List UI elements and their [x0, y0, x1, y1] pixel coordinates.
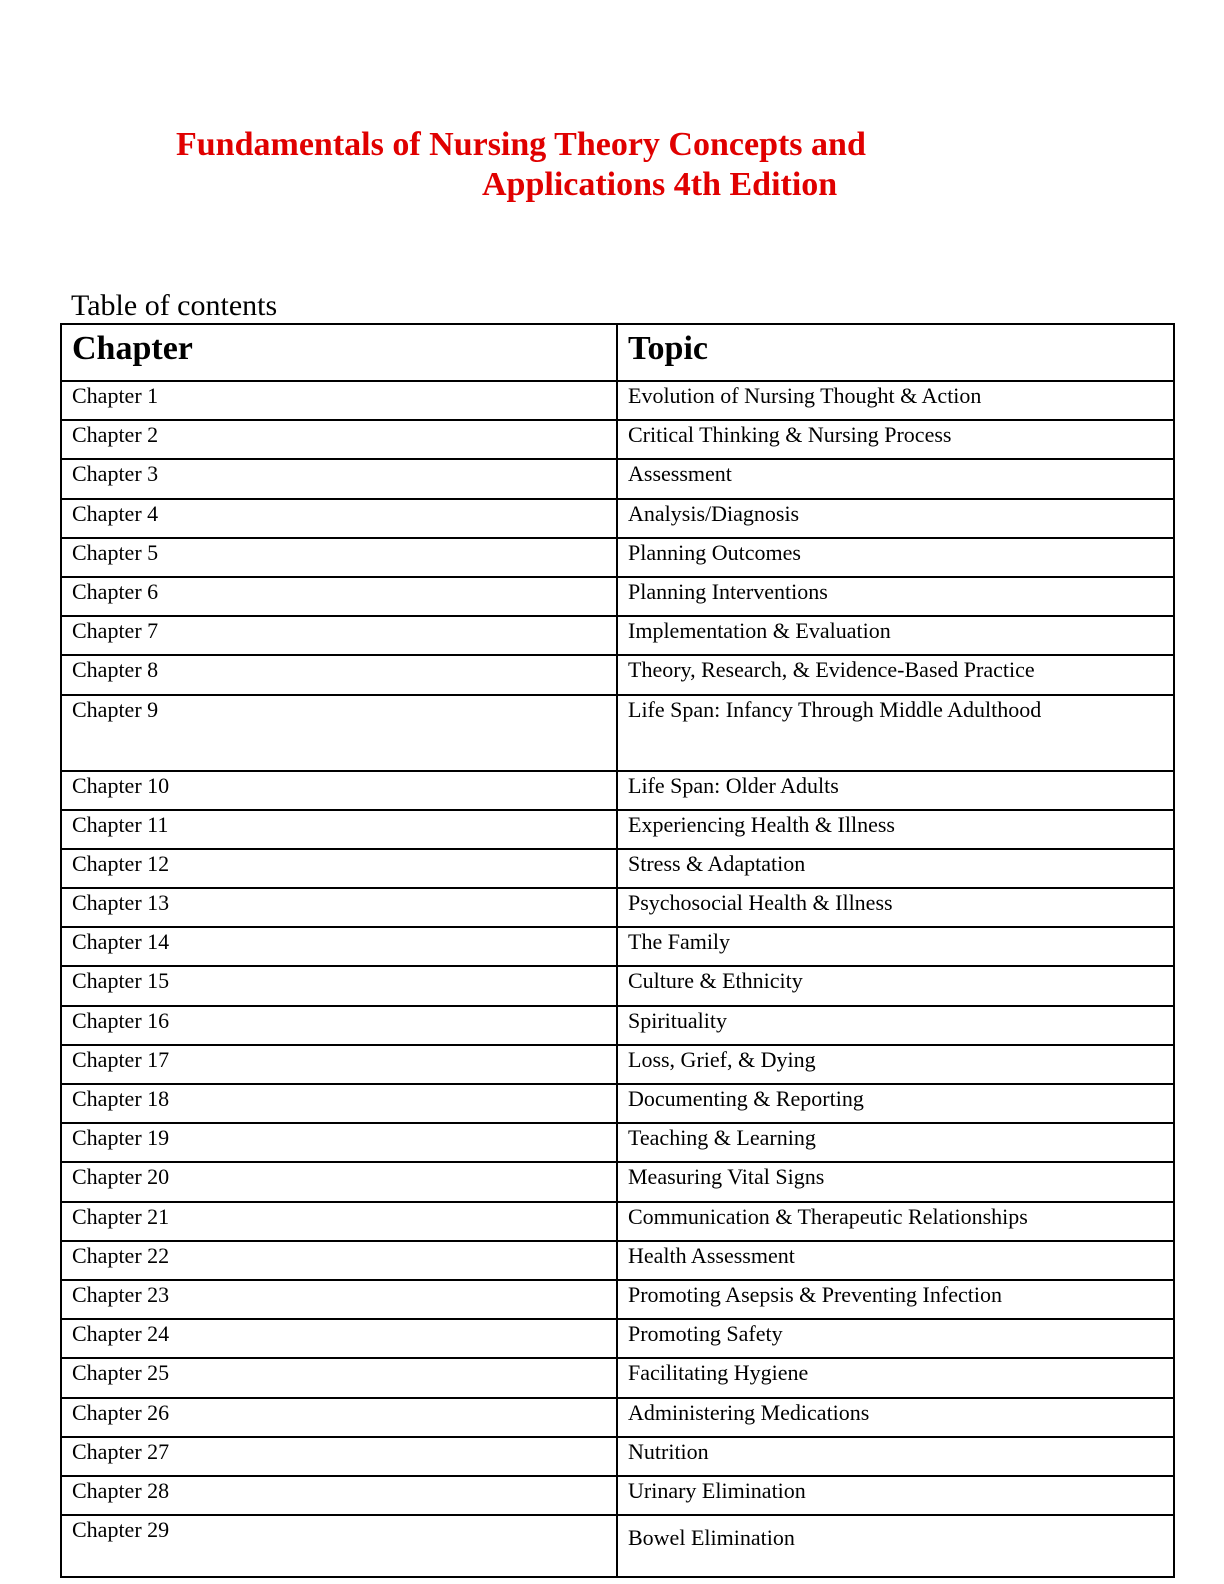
topic-cell — [617, 1476, 1174, 1515]
topic-text: Health Assessment — [628, 1242, 795, 1268]
topic-text: Nutrition — [628, 1438, 709, 1464]
topic-cell — [617, 1123, 1174, 1162]
chapter-cell: Chapter 22 — [61, 1241, 617, 1280]
chapter-cell: Chapter 24 — [61, 1319, 617, 1358]
topic-text: Culture & Ethnicity — [628, 968, 803, 994]
chapter-cell: Chapter 29 — [61, 1515, 617, 1577]
chapter-cell: Chapter 20 — [61, 1162, 617, 1201]
table-row — [61, 577, 1174, 616]
topic-text: Planning Interventions — [628, 578, 828, 604]
topic-cell — [617, 1241, 1174, 1280]
topic-column-header: Topic — [617, 324, 1174, 381]
chapter-cell: Chapter 3 — [61, 459, 617, 498]
table-row — [61, 655, 1174, 694]
topic-text: Life Span: Infancy Through Middle Adulthood — [628, 696, 1042, 722]
chapter-column-header: Chapter — [61, 324, 617, 381]
chapter-cell: Chapter 17 — [61, 1045, 617, 1084]
topic-cell — [617, 1515, 1174, 1577]
topic-text: Promoting Asepsis & Preventing Infection — [628, 1281, 1002, 1307]
table-body — [61, 381, 1174, 1577]
topic-cell — [617, 771, 1174, 810]
table-row — [61, 966, 1174, 1005]
topic-cell — [617, 1398, 1174, 1437]
table-row — [61, 1437, 1174, 1476]
chapter-cell: Chapter 12 — [61, 849, 617, 888]
topic-text: Life Span: Older Adults — [628, 772, 839, 798]
topic-cell — [617, 1319, 1174, 1358]
table-of-contents — [60, 323, 1175, 1578]
topic-text: Promoting Safety — [628, 1321, 783, 1347]
chapter-cell: Chapter 23 — [61, 1280, 617, 1319]
table-header-row — [61, 324, 1174, 381]
topic-text: The Family — [628, 929, 731, 955]
table-row — [61, 1280, 1174, 1319]
topic-text: Teaching & Learning — [628, 1125, 816, 1151]
topic-text: Analysis/Diagnosis — [628, 500, 800, 526]
chapter-cell: Chapter 13 — [61, 888, 617, 927]
topic-cell — [617, 1162, 1174, 1201]
table-row — [61, 1398, 1174, 1437]
table-row — [61, 810, 1174, 849]
topic-text: Measuring Vital Signs — [628, 1164, 825, 1190]
topic-cell — [617, 1358, 1174, 1397]
topic-cell — [617, 810, 1174, 849]
topic-cell — [617, 888, 1174, 927]
chapter-cell: Chapter 4 — [61, 499, 617, 538]
chapter-cell: Chapter 7 — [61, 616, 617, 655]
chapter-cell: Chapter 18 — [61, 1084, 617, 1123]
table-row — [61, 927, 1174, 966]
chapter-cell: Chapter 6 — [61, 577, 617, 616]
table-row — [61, 771, 1174, 810]
topic-text: Documenting & Reporting — [628, 1086, 864, 1111]
chapter-cell: Chapter 5 — [61, 538, 617, 577]
topic-cell — [617, 1437, 1174, 1476]
topic-cell — [617, 1202, 1174, 1241]
topic-text: Theory, Research, & Evidence-Based Practice — [628, 657, 1035, 683]
topic-text: Loss, Grief, & Dying — [628, 1046, 816, 1072]
chapter-cell: Chapter 28 — [61, 1476, 617, 1515]
topic-cell — [617, 381, 1174, 420]
chapter-cell: Chapter 25 — [61, 1358, 617, 1397]
topic-text: Bowel Elimination — [628, 1525, 795, 1551]
table-row — [61, 1006, 1174, 1045]
topic-text: Planning Outcomes — [628, 539, 801, 565]
table-row — [61, 381, 1174, 420]
topic-cell — [617, 1006, 1174, 1045]
chapter-cell: Chapter 19 — [61, 1123, 617, 1162]
topic-cell — [617, 499, 1174, 538]
topic-cell — [617, 849, 1174, 888]
table-row — [61, 1045, 1174, 1084]
topic-text: Critical Thinking & Nursing Process — [628, 422, 952, 448]
topic-cell — [617, 616, 1174, 655]
topic-text: Administering Medications — [628, 1399, 870, 1425]
topic-cell — [617, 577, 1174, 616]
document-title-line-1: Fundamentals of Nursing Theory Concepts and — [176, 126, 866, 163]
topic-cell — [617, 1084, 1174, 1123]
table-row — [61, 1319, 1174, 1358]
table-row — [61, 1241, 1174, 1280]
table-row — [61, 420, 1174, 459]
topic-text: Communication & Therapeutic Relationships — [628, 1203, 1028, 1229]
chapter-cell: Chapter 11 — [61, 810, 617, 849]
chapter-cell: Chapter 1 — [61, 381, 617, 420]
table-row — [61, 1123, 1174, 1162]
topic-text: Facilitating Hygiene — [628, 1360, 809, 1386]
table-row — [61, 1358, 1174, 1397]
topic-text: Evolution of Nursing Thought & Action — [628, 383, 982, 408]
topic-text: Stress & Adaptation — [628, 850, 806, 876]
table-row — [61, 1476, 1174, 1515]
table-row — [61, 1202, 1174, 1241]
topic-text: Spirituality — [628, 1007, 727, 1033]
chapter-cell: Chapter 10 — [61, 771, 617, 810]
topic-text: Assessment — [628, 461, 732, 487]
table-row — [61, 849, 1174, 888]
chapter-cell: Chapter 9 — [61, 695, 617, 771]
topic-text: Urinary Elimination — [628, 1477, 806, 1503]
table-row — [61, 538, 1174, 577]
chapter-cell: Chapter 21 — [61, 1202, 617, 1241]
topic-cell — [617, 695, 1174, 771]
topic-text: Psychosocial Health & Illness — [628, 890, 893, 916]
chapter-cell: Chapter 2 — [61, 420, 617, 459]
chapter-cell: Chapter 15 — [61, 966, 617, 1005]
topic-cell — [617, 927, 1174, 966]
topic-cell — [617, 1280, 1174, 1319]
topic-cell — [617, 538, 1174, 577]
topic-cell — [617, 1045, 1174, 1084]
document-title-line-2: Applications 4th Edition — [482, 166, 838, 203]
table-row — [61, 1084, 1174, 1123]
table-of-contents-label: Table of contents — [71, 289, 278, 322]
topic-cell — [617, 966, 1174, 1005]
chapter-cell: Chapter 27 — [61, 1437, 617, 1476]
chapter-cell: Chapter 8 — [61, 655, 617, 694]
chapter-cell: Chapter 14 — [61, 927, 617, 966]
topic-cell — [617, 420, 1174, 459]
topic-cell — [617, 655, 1174, 694]
topic-text: Experiencing Health & Illness — [628, 811, 895, 837]
table-row — [61, 1162, 1174, 1201]
table-row — [61, 1515, 1174, 1577]
table-row — [61, 616, 1174, 655]
table-row — [61, 695, 1174, 771]
chapter-cell: Chapter 26 — [61, 1398, 617, 1437]
table-row — [61, 499, 1174, 538]
topic-text: Implementation & Evaluation — [628, 618, 891, 644]
table-row — [61, 888, 1174, 927]
table-row — [61, 459, 1174, 498]
topic-cell — [617, 459, 1174, 498]
chapter-cell: Chapter 16 — [61, 1006, 617, 1045]
